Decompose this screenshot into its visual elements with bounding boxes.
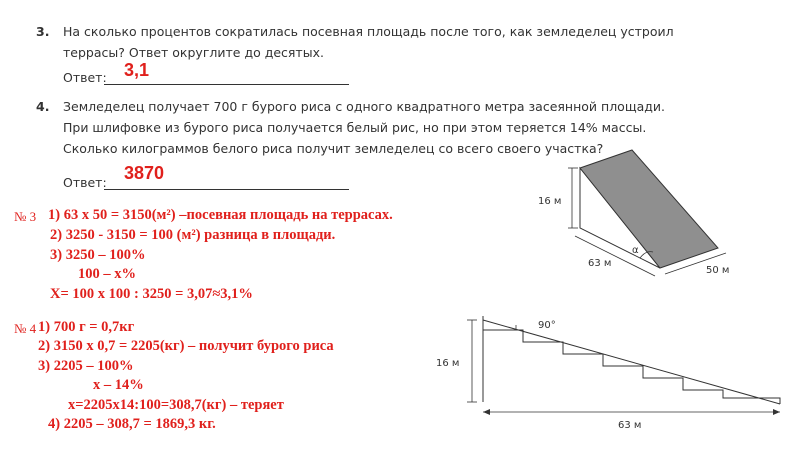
task3-answer-label: Ответ: [63,70,107,85]
slope-figure [520,140,760,280]
angle-label: α [632,245,639,256]
solution4-line: х=2205х14:100=308,7(кг) – теряет [68,397,284,413]
terrace-slope-line [483,320,780,404]
solution3-label: № 3 [14,209,37,224]
task3-answer-value: 3,1 [124,60,150,80]
task4-number: 4. [36,99,50,114]
solution4-line: 1) 700 г = 0,7кг [38,319,135,335]
task3-answer-line [104,84,349,85]
task4-answer-value: 3870 [124,163,165,183]
base-label: 63 м [588,258,612,269]
solution3-line: 3) 3250 – 100% [50,247,146,263]
task4-line2: При шлифовке из бурого риса получается белый рис, но при этом теряется 14% массы. [63,120,647,135]
task3-line2: террасы? Ответ округлите до десятых. [63,45,324,60]
task3-line1: На сколько процентов сократилась посевная площадь после того, как земледелец устроил [63,24,674,39]
solution3-line: 100 – х% [78,266,136,282]
width-label: 50 м [706,265,730,276]
solution3-line: 1) 63 х 50 = 3150(м²) –посевная площадь на террасах. [48,207,393,223]
task4-answer-line [104,189,349,190]
task4-answer-label: Ответ: [63,175,107,190]
solution4-label: № 4 [14,321,37,336]
task4-line3: Сколько килограммов белого риса получит земледелец со всего своего участка? [63,141,604,156]
solution3-line: Х= 100 х 100 : 3250 = 3,07≈3,1% [50,286,253,302]
solution3-line: 2) 3250 - 3150 = 100 (м²) разница в площади. [50,227,336,243]
solution4-line: 4) 2205 – 308,7 = 1869,3 кг. [48,416,216,432]
solution4-line: х – 14% [93,377,144,393]
height-label: 16 м [436,358,460,369]
terraces-figure [430,310,800,435]
base-label: 63 м [618,420,642,431]
task4-line1: Земледелец получает 700 г бурого риса с одного квадратного метра засеянной площади. [63,99,666,114]
height-label: 16 м [538,196,562,207]
angle-label: 90° [538,320,556,331]
solution4-line: 2) 3150 х 0,7 = 2205(кг) – получит бурого риса [38,338,334,354]
solution4-line: 3) 2205 – 100% [38,358,134,374]
task3-number: 3. [36,24,50,39]
